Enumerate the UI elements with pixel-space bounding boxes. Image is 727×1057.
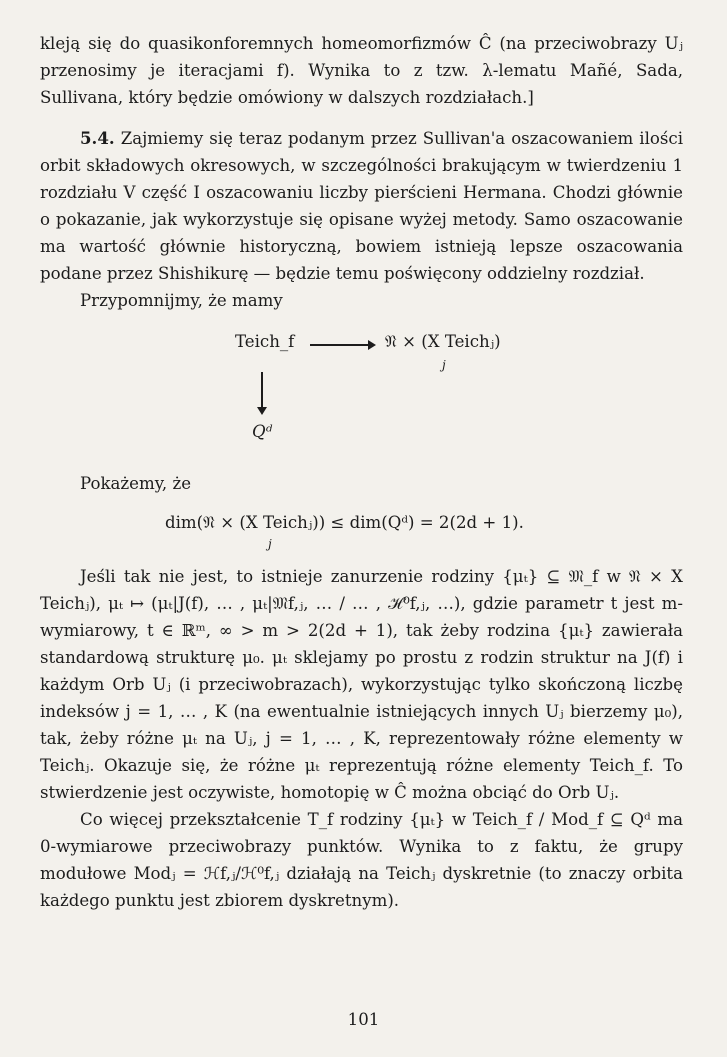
section-text: Zajmiemy się teraz podanym przez Sullivan'a oszacowaniem ilości orbit składowych okresowych, w szczególności brakującym w twierdzeniu 1 rozdziału V część I oszacowaniu liczby pierścieni Hermana. Chodzi głównie o pokazanie, jak wykorzystuje się opisane wyżej metody. Samo oszacowanie ma wartość głównie historyczną, bowiem istnieją lepsze oszacowania podane przez Shishikurę — będzie temu poświęcony oddzielny rozdział.: [40, 129, 684, 283]
section-number: 5.4.: [80, 128, 115, 148]
formula-subscript: j: [268, 537, 272, 551]
paragraph-intro: kleją się do quasikonforemnych homeomorfizmów Ĉ (na przeciwobrazy Uⱼ przenosimy je iteracjami f). Wynika to z tzw. λ-lematu Mañé, Sada, Sullivana, który będzie omówiony w dalszych rozdziałach.]: [40, 34, 683, 107]
down-arrow-icon: [261, 372, 263, 412]
formula-text: dim(𝔑 × (X Teichⱼ)) ≤ dim(Qᵈ) = 2(2d + 1).: [165, 513, 524, 532]
paragraph-show: Pokażemy, że: [80, 474, 192, 493]
dimension-inequality: [40, 503, 683, 563]
paragraph-recall: Przypomnijmy, że mamy: [80, 291, 283, 310]
paragraph-proof: Jeśli tak nie jest, to istnieje zanurzenie rodziny {μₜ} ⊆ 𝔐_f w 𝔑 × X Teichⱼ), μₜ ↦ (μₜ|J(f), … , μₜ|𝔐f,ⱼ, … / … , ℋ⁰f,ⱼ, …), gdzie parametr t jest m-wymiarowy, t ∈ ℝᵐ, ∞ > m > 2(2d + 1), tak żeby rodzina {μₜ} zawierała standardową strukturę μ₀. μₜ sklejamy po prostu z rodzin struktur na J(f) i każdym Orb Uⱼ (i przeciwobrazach), wykorzystując tylko skończoną liczbę indeksów j = 1, … , K (na ewentualnie istniejących innych Uⱼ bierzemy μ₀), tak, żeby różne μₜ na Uⱼ, j = 1, … , K, reprezentowały różne elementy w Teichⱼ. Okazuje się, że różne μₜ reprezentują różne elementy Teich_f. To stwierdzenie jest oczywiste, homotopię w Ĉ można obciąć do Orb Uⱼ.: [40, 567, 683, 802]
commutative-diagram: [40, 322, 683, 470]
page-number: 101: [347, 1010, 380, 1029]
diagram-source: Teich_f: [235, 332, 295, 351]
right-arrow-icon: [310, 344, 374, 346]
paragraph-section: [40, 125, 683, 287]
diagram-target-subscript: j: [442, 358, 446, 372]
diagram-target: 𝔑 × (X Teichⱼ): [385, 332, 501, 351]
diagram-bottom: Qᵈ: [252, 422, 273, 441]
paragraph-moreover: Co więcej przekształcenie T_f rodziny {μₜ} w Teich_f / Mod_f ⊆ Qᵈ ma 0-wymiarowe przeciwobrazy punktów. Wynika to z faktu, że grupy modułowe Modⱼ = ℋf,ⱼ/ℋ⁰f,ⱼ działają na Teichⱼ dyskretnie (to znaczy orbita każdego punktu jest zbiorem dyskretnym).: [40, 810, 683, 910]
